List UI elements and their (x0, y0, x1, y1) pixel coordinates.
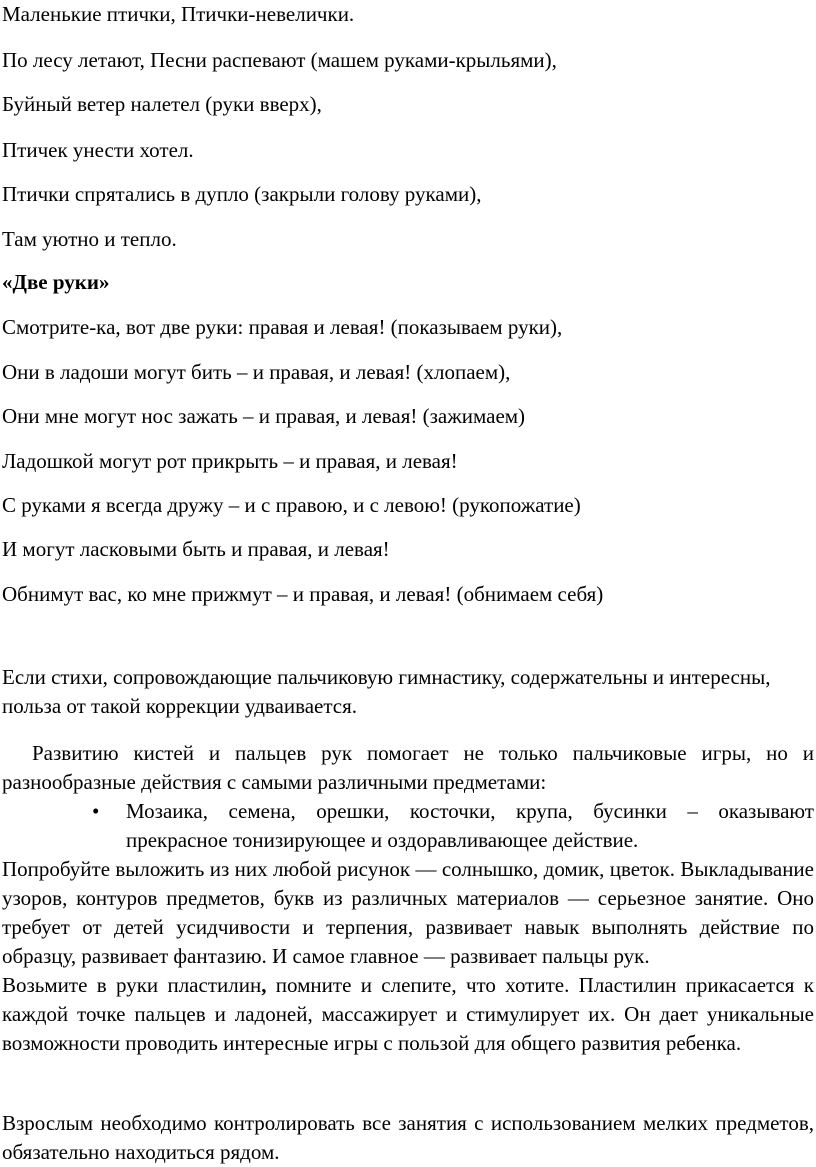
plasticine-text-start: Возьмите в руки пластилин (2, 973, 262, 997)
paragraph-poems-benefit: Если стихи, сопровождающие пальчиковую гимнастику, содержательны и интересны, польза от такой коррекции удваивается. (2, 665, 771, 718)
bullet-marker: • (92, 799, 100, 823)
poem1-line-5: Птички спрятались в дупло (закрыли голову руками), (2, 182, 482, 206)
paragraph-mosaic: Попробуйте выложить из них любой рисунок — солнышко, домик, цветок. Выкладывание узоров, контуров предметов, букв из различных материалов — серьезное занятие. Оно требует от детей усидчивости и терпения, развивает навык выполнять действие по образцу, развивает фантазию. И самое главное — развивает пальцы рук. (2, 857, 814, 968)
poem1-line-2: По лесу летают, Песни распевают (машем руками-крыльями), (2, 48, 557, 72)
poem1-line-4: Птичек унести хотел. (2, 138, 194, 162)
paragraph-adults: Взрослым необходимо контролировать все занятия с использованием мелких предметов, обязательно находиться рядом. (2, 1111, 814, 1164)
poem2-line-1: Смотрите-ка, вот две руки: правая и левая! (показываем руки), (2, 315, 563, 339)
poem2-line-5: С руками я всегда дружу – и с правою, и с левою! (рукопожатие) (2, 493, 581, 517)
paragraph-plasticine (2, 971, 814, 1058)
plasticine-text-rest: помните и слепите, что хотите. Пластилин прикасается к каждой точке пальцев и ладоней, массажирует и стимулирует их. Он дает уникальные возможности проводить интересные игры с пользой для общего развития ребенка. (2, 973, 814, 1055)
poem1-line-6: Там уютно и тепло. (2, 227, 177, 251)
poem2-title: «Две руки» (2, 270, 110, 294)
poem1-line-1: Маленькие птички, Птички-невелички. (2, 2, 355, 26)
poem2-line-7: Обнимут вас, ко мне прижмут – и правая, и левая! (обнимаем себя) (2, 582, 604, 606)
poem2-line-6: И могут ласковыми быть и правая, и левая! (2, 537, 390, 561)
poem2-line-2: Они в ладоши могут бить – и правая, и левая! (хлопаем), (2, 360, 511, 384)
paragraph-development: Развитию кистей и пальцев рук помогает не только пальчиковые игры, но и разнообразные действия с самыми различными предметами: (2, 741, 814, 794)
list-item (92, 797, 814, 855)
plasticine-bold-comma: , (261, 973, 267, 997)
poem2-line-3: Они мне могут нос зажать – и правая, и левая! (зажимаем) (2, 404, 526, 428)
poem2-line-4: Ладошкой могут рот прикрыть – и правая, и левая! (2, 449, 458, 473)
list-item-text: Мозаика, семена, орешки, косточки, крупа, бусинки – оказывают прекрасное тонизирующее и оздоравливающее действие. (126, 799, 814, 852)
poem1-line-3: Буйный ветер налетел (руки вверх), (2, 92, 322, 116)
